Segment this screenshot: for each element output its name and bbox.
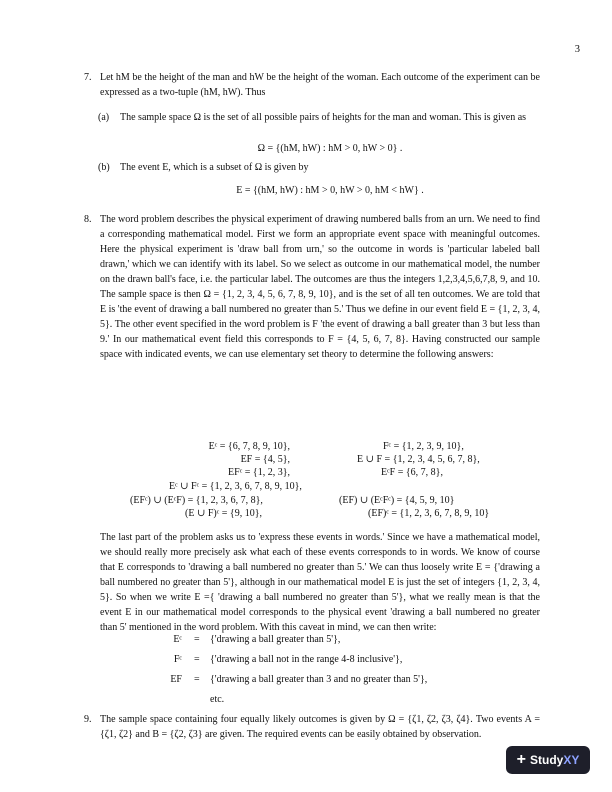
item-8-paragraph-2: The last part of the problem asks us to 'express these events in words.' Since we have a mathematical model, we should really more precisely ask what each of these events corresponds to in words. We know of course that E corresponds to 'drawing a ball numbered no greater than 5.' We can thus loosely write E = {'drawing a ball numbered no greater than 5'}, although in our mathematical model E is just the set of integers {1, 2, 3, 4, 5}. So when we write E ={ 'drawing a ball numbered no greater than 5'}, what we really mean is that the event E in our mathematical model corresponds to the physical event 'drawing a ball numbered no greater than 5' mentioned in the word problem. With this caveat in mind, we can then write: bbox=[100, 532, 540, 633]
word-equals-3: = bbox=[194, 674, 200, 685]
item-9-number: 9. bbox=[84, 714, 92, 725]
item-8-para-1-text: The word problem describes the physical experiment of drawing numbered balls from an urn. We need to find a corresponding mathematical model. First we form an appropriate event space with meaningful outcomes. Here the physical experiment is 'draw ball from urn,' so the outcome in words is 'particular labeled ball drawn,' which we can identify with its label. So we select as outcome in our mathematical model, the number on the drawn ball's face, i.e. the particular label. The outcomes are thus the integers 1,2,3,4,5,6,7,8, 9, and 10. The sample space is then Ω = {1, 2, 3, 4, 5, 6, 7, 8, 9, 10}, and is the set of all ten outcomes. We are told that E is 'the event of drawing a ball numbered no greater than 5.' Thus we define in our event field E = {1, 2, 3, 4, 5}. The other event specified in the word problem is F 'the event of drawing a ball greater than 3 but less than 9.' In our mathematical event field this corresponds to F = {4, 5, 6, 7, 8}. Having constructed our sample space with indicated events, we can use elementary set theory to determine the following answers: bbox=[100, 214, 540, 360]
page-number: 3 bbox=[574, 44, 580, 55]
item-7-intro-text: Let hM be the height of the man and hW be the height of the woman. Each outcome of the experiment can be expressed as a two-tuple (hM, hW). Thus bbox=[100, 72, 540, 98]
word-equals-1: = bbox=[194, 634, 200, 645]
item-7-intro bbox=[84, 70, 540, 100]
plus-icon: + bbox=[516, 751, 526, 768]
item-7b bbox=[98, 160, 540, 175]
result-ef-complement-set: (EF)ᶜ = {1, 2, 3, 6, 7, 8, 9, 10} bbox=[368, 508, 490, 519]
word-rhs-e-complement: {'drawing a ball greater than 5'}, bbox=[210, 634, 341, 645]
word-equals-2: = bbox=[194, 654, 200, 665]
item-7b-text: The event E, which is a subset of Ω is given by bbox=[120, 162, 309, 173]
logo-study: Study bbox=[529, 753, 564, 767]
item-7a-label: (a) bbox=[98, 112, 110, 123]
sample-space-equation: Ω = {(hM, hW) : hM > 0, hW > 0} . bbox=[257, 143, 403, 154]
word-etc: etc. bbox=[210, 694, 225, 705]
event-e-equation: E = {(hM, hW) : hM > 0, hW > 0, hM < hW} . bbox=[236, 185, 424, 196]
logo-xy: XY bbox=[563, 753, 580, 767]
studyxy-logo[interactable] bbox=[506, 746, 590, 774]
result-e-union-f: E ∪ F = {1, 2, 3, 4, 5, 6, 7, 8}, bbox=[357, 454, 480, 465]
item-8-paragraph-1 bbox=[84, 212, 540, 362]
result-ec-union-fc: Eᶜ ∪ Fᶜ = {1, 2, 3, 6, 7, 8, 9, 10}, bbox=[169, 481, 302, 492]
item-8-number: 8. bbox=[84, 214, 92, 225]
result-e-complement: Eᶜ = {6, 7, 8, 9, 10}, bbox=[208, 441, 290, 452]
word-rhs-f-complement: {'drawing a ball not in the range 4-8 inclusive'}, bbox=[210, 654, 403, 665]
result-f-complement: Fᶜ = {1, 2, 3, 9, 10}, bbox=[383, 441, 464, 452]
item-9-text: The sample space containing four equally likely outcomes is given by Ω = {ζ1, ζ2, ζ3, ζ4}. Two events A = {ζ1, ζ2} and B = {ζ2, ζ3} are given. The required events can be easily obtained by observation. bbox=[100, 714, 540, 740]
word-lhs-ef: EF bbox=[170, 674, 182, 685]
word-rhs-ef: {'drawing a ball greater than 3 and no greater than 5'}, bbox=[210, 674, 428, 685]
item-7-number: 7. bbox=[84, 72, 92, 83]
word-lhs-e-complement: Eᶜ bbox=[173, 634, 182, 645]
logo-text bbox=[530, 753, 579, 767]
result-ef-union-ecfc: (EF) ∪ (EᶜFᶜ) = {4, 5, 9, 10} bbox=[339, 495, 455, 506]
item-7a-text: The sample space Ω is the set of all possible pairs of heights for the man and woman. This is given as bbox=[120, 112, 527, 123]
result-ef: EF = {4, 5}, bbox=[240, 454, 290, 465]
item-7b-label: (b) bbox=[98, 162, 110, 173]
item-9-paragraph bbox=[84, 712, 540, 742]
result-e-union-f-complement: (E ∪ F)ᶜ = {9, 10}, bbox=[185, 508, 263, 519]
result-efc-union-ecf: (EFᶜ) ∪ (EᶜF) = {1, 2, 3, 6, 7, 8}, bbox=[130, 495, 263, 506]
result-ecf: EᶜF = {6, 7, 8}, bbox=[381, 467, 443, 478]
word-lhs-f-complement: Fᶜ bbox=[173, 654, 182, 665]
item-7a bbox=[98, 110, 540, 125]
result-ef-complement: EFᶜ = {1, 2, 3}, bbox=[228, 467, 290, 478]
